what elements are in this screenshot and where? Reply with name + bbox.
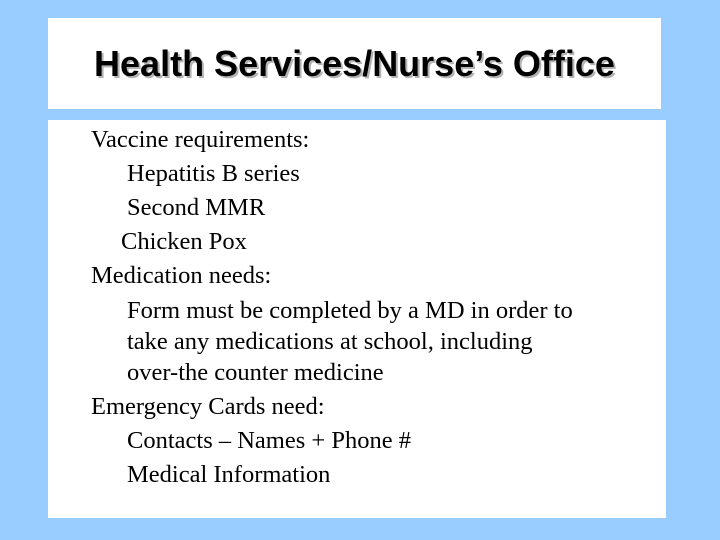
paragraph-line: over-the counter medicine bbox=[127, 359, 384, 386]
list-item: Medical Information bbox=[127, 461, 331, 488]
slide-title: Health Services/Nurse’s Office bbox=[94, 42, 615, 84]
list-item: Chicken Pox bbox=[121, 228, 247, 255]
section-heading-medication: Medication needs: bbox=[91, 262, 272, 289]
paragraph-line: take any medications at school, including bbox=[127, 328, 533, 355]
list-item: Contacts – Names + Phone # bbox=[127, 427, 411, 454]
medication-paragraph bbox=[91, 295, 656, 388]
section-heading-emergency-cards: Emergency Cards need: bbox=[91, 393, 325, 420]
bullet-list bbox=[91, 123, 656, 492]
content-panel bbox=[48, 120, 666, 518]
section-heading-vaccines: Vaccine requirements: bbox=[91, 126, 310, 153]
list-item: Second MMR bbox=[127, 194, 266, 221]
list-item: Hepatitis B series bbox=[127, 160, 300, 187]
title-panel bbox=[48, 18, 661, 109]
paragraph-line: Form must be completed by a MD in order to bbox=[127, 297, 573, 324]
